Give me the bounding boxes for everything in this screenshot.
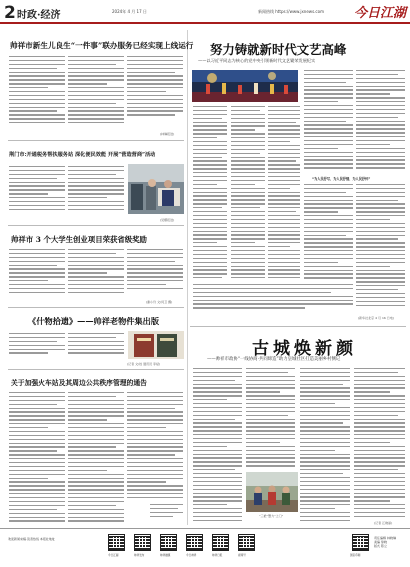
article-body xyxy=(9,333,65,355)
article-body xyxy=(300,368,350,524)
footer-text: 欢迎新闻来稿·读者热线 本报社地址 xyxy=(8,537,55,541)
article-body xyxy=(354,368,405,524)
qr-code-icon[interactable] xyxy=(212,534,229,551)
article-body xyxy=(68,392,124,524)
article-body xyxy=(9,56,65,126)
headline-elderly: 帅祥市新生儿良生“一件事”联办服务已经实现上线运行 xyxy=(10,41,194,50)
qr-label: 帅祥发布 xyxy=(134,554,145,557)
divider xyxy=(8,307,184,308)
editor-credits: 责任编辑 林晓琳 美编 徐晓 版式 陈立 xyxy=(374,536,396,548)
article-body xyxy=(304,184,353,282)
headline-students: 帅祥市 3 个大学生创业项目荣获省级奖励 xyxy=(11,235,147,244)
qr-code-icon[interactable] xyxy=(352,534,369,551)
issue-date: 2024年 4 月 17 日 xyxy=(112,9,147,14)
newspaper-logo: 今日江湖 xyxy=(353,6,406,21)
qr-label: 国家印刷 xyxy=(350,554,361,557)
qr-label: 今日江湖 xyxy=(108,554,119,557)
divider xyxy=(8,140,184,141)
article-body xyxy=(68,166,124,212)
qr-label: 帅祥融媒 xyxy=(160,554,171,557)
page-number: 2 xyxy=(4,3,16,23)
byline: (林琳报送) xyxy=(160,132,175,136)
headline-tax: 荆门市:开通税务帮扶服务站 深化便民效能 开展“营造营商”活动 xyxy=(9,152,156,158)
article-body xyxy=(127,249,183,297)
qr-label: 帅祥日报 xyxy=(212,554,223,557)
article-body xyxy=(193,106,227,282)
article-body xyxy=(246,368,295,470)
article-body xyxy=(9,166,65,212)
byline: (谢小玲 文/何卫 摄) xyxy=(146,300,173,304)
qr-code-icon[interactable] xyxy=(108,534,125,551)
article-body xyxy=(231,106,265,282)
article-body xyxy=(356,70,405,172)
divider xyxy=(8,225,184,226)
qr-label: 视频号 xyxy=(238,554,246,557)
qr-code-icon[interactable] xyxy=(186,534,203,551)
qr-code-icon[interactable] xyxy=(134,534,151,551)
qr-code-icon[interactable] xyxy=(160,534,177,551)
culture-photo xyxy=(192,70,298,102)
byline: (记者 文/姓 通讯员 李斌) xyxy=(127,362,161,366)
book-cover-photo xyxy=(128,331,184,359)
qr-label: 今日帅祥 xyxy=(186,554,197,557)
headline-culture: 努力铸就新时代文艺高峰 xyxy=(210,42,347,57)
residents-photo xyxy=(246,472,298,512)
hotline: 新闻热线 https://www.jxnews.com xyxy=(258,9,324,14)
column-divider xyxy=(187,30,188,525)
oldtown-photo xyxy=(246,472,298,512)
article-body xyxy=(68,56,124,126)
headline-notice: 关于加强火车站及其周边公共秩序管理的通告 xyxy=(11,379,147,387)
culture-subhead: “为人民抒写、为人民抒情、为人民抒怀” xyxy=(312,177,371,181)
tax-office-photo xyxy=(128,164,184,214)
article-body xyxy=(68,249,124,297)
article-body xyxy=(193,368,242,524)
article-body xyxy=(9,249,65,297)
byline: (吴娜报送) xyxy=(160,218,175,222)
qr-code-icon[interactable] xyxy=(238,534,255,551)
article-body xyxy=(9,392,65,524)
footer-bar xyxy=(0,528,410,567)
subtitle-oldtown: ——帅祥市政协“一线协商·共同缔造”助力皇城社区打造美丽乡村侧记 xyxy=(207,357,341,362)
article-body xyxy=(127,392,183,502)
article-body xyxy=(193,284,353,312)
byline: (记者 江晓丽) xyxy=(374,521,393,525)
divider xyxy=(8,369,184,370)
byline: (新华社北京 4 月 16 日电) xyxy=(358,316,394,320)
article-body xyxy=(127,56,183,126)
divider xyxy=(190,326,406,327)
article-body xyxy=(68,333,124,355)
section-name: 时政·经济 xyxy=(17,10,61,21)
photo-caption: “三枪”警力“上门” xyxy=(259,514,284,518)
stage-performance-photo xyxy=(192,70,298,102)
article-body xyxy=(268,106,300,282)
article-body xyxy=(304,70,353,172)
book-photo xyxy=(128,331,184,359)
headline-oldtown: 古城焕新颜 xyxy=(252,339,357,359)
tax-photo xyxy=(128,164,184,214)
article-body xyxy=(356,184,405,312)
subtitle-culture: ——以习近平同志为核心的党中央引领新时代文艺繁荣发展纪实 xyxy=(198,58,316,63)
masthead xyxy=(0,0,410,24)
headline-book: 《什物拾遗》——帅祥老物件集出版 xyxy=(28,316,160,326)
notice-signature xyxy=(150,504,183,524)
